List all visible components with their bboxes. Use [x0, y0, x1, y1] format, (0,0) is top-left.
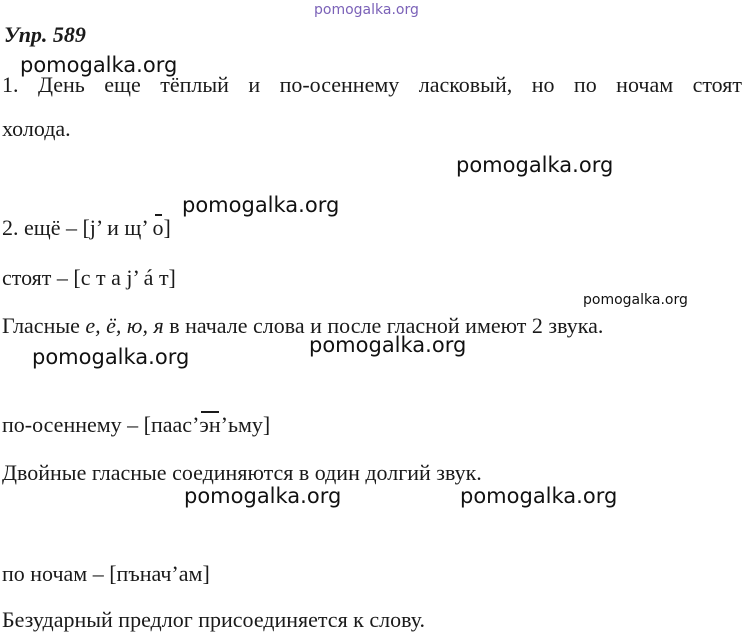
watermark: pomogalka.org — [32, 345, 190, 369]
item-2-prefix: 2. ещё – [j’ и щ’ — [2, 215, 153, 240]
item-2-stressed-o: о — [152, 215, 164, 240]
poosennemu-long-vowel: эн — [199, 412, 221, 437]
watermark: pomogalka.org — [583, 292, 688, 308]
double-vowels-rule: Двойные гласные соединяются в один долгий звук. — [2, 460, 482, 485]
sentence-line-1: 1. День еще тёплый и по-осеннему ласковый, но по ночам стоят — [2, 72, 742, 97]
item-2-esche — [2, 215, 171, 241]
vowels-letters: е, ё, ю, я — [85, 313, 164, 338]
vowels-rest: в начале слова и после гласной имеют 2 звука. — [163, 313, 604, 338]
preposition-rule: Безударный предлог присоединяется к слову. — [2, 607, 426, 632]
watermark: pomogalka.org — [20, 53, 178, 77]
vowels-intro: Гласные — [2, 313, 86, 338]
watermark: pomogalka.org — [309, 333, 467, 357]
transcription-stoyat: стоят – [с т а j’ á т] — [2, 265, 176, 290]
transcription-poosennemu — [2, 412, 270, 438]
watermark: pomogalka.org — [182, 193, 340, 217]
watermark: pomogalka.org — [460, 484, 618, 508]
vowels-rule — [2, 313, 603, 339]
item-2-suffix: ] — [163, 215, 171, 240]
poosennemu-prefix: по-осеннему – [паас’ — [2, 412, 200, 437]
exercise-title: Упр. 589 — [4, 22, 86, 47]
transcription-ponocham: по ночам – [пънач’ам] — [2, 561, 210, 586]
watermark: pomogalka.org — [456, 153, 614, 177]
watermark-top: pomogalka.org — [314, 2, 419, 18]
poosennemu-suffix: ’ьму] — [220, 412, 271, 437]
watermark: pomogalka.org — [184, 484, 342, 508]
sentence-line-2: холода. — [2, 116, 71, 141]
